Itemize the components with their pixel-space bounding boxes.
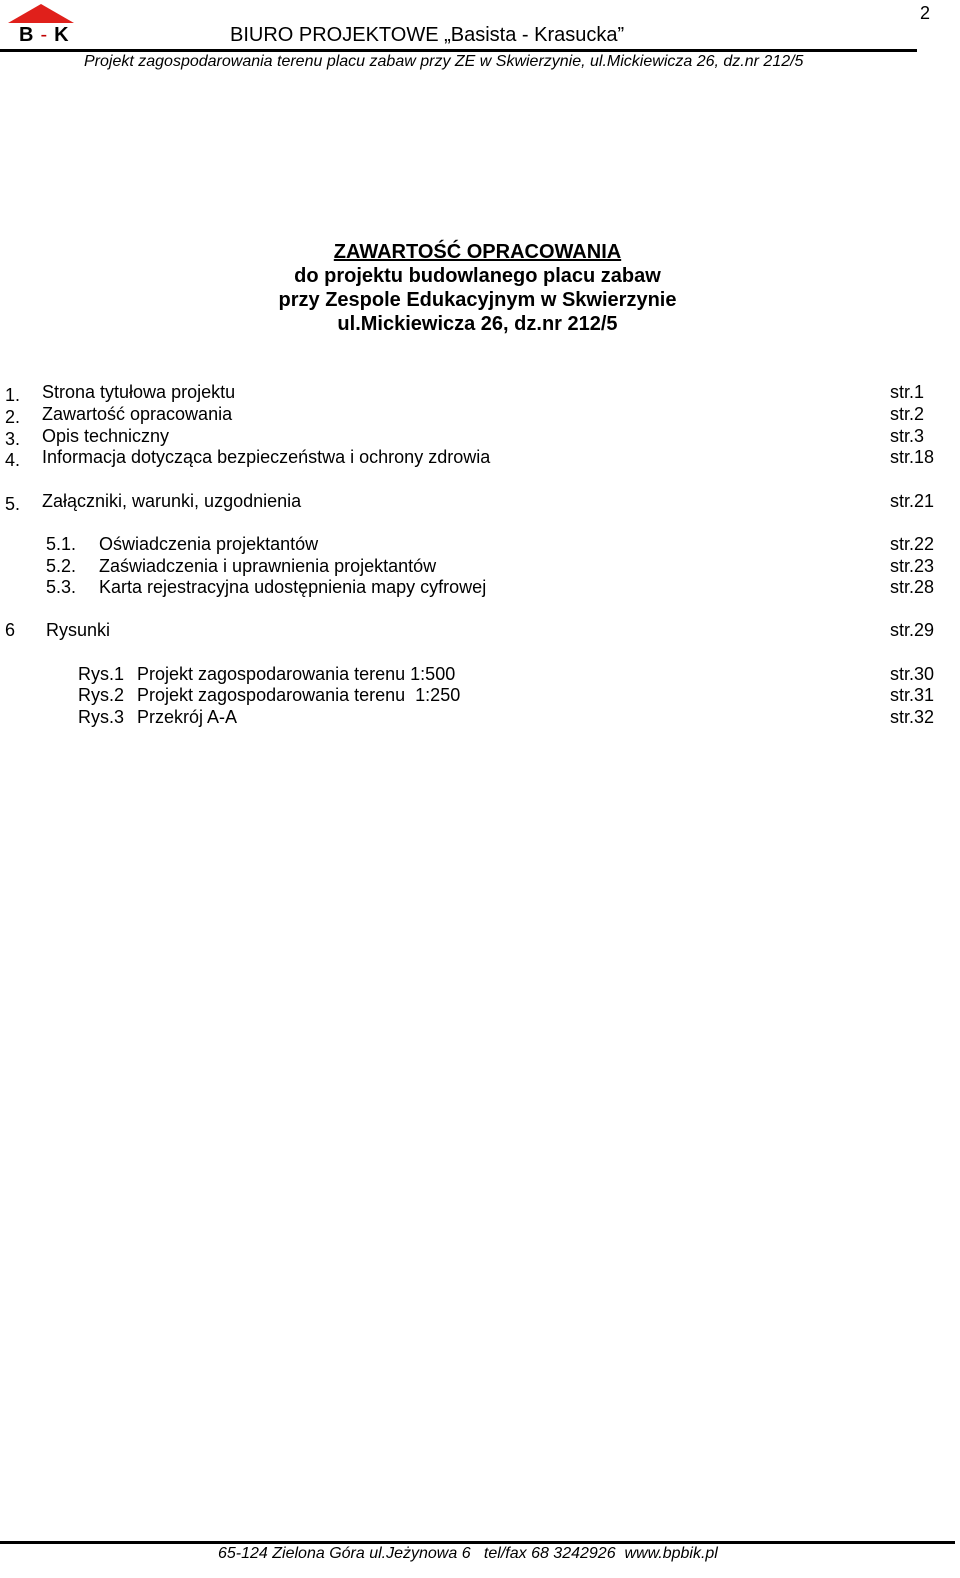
toc-item-label: Zawartość opracowania bbox=[42, 404, 233, 424]
toc-subitem-page: str.23 bbox=[890, 556, 935, 576]
header-divider bbox=[0, 49, 917, 52]
title-line-3: przy Zespole Edukacyjnym w Skwierzynie bbox=[278, 289, 677, 311]
footer-divider bbox=[0, 1541, 955, 1544]
project-line: Projekt zagospodarowania terenu placu zabaw przy ZE w Skwierzynie, ul.Mickiewicza 26, dz.nr 212/5 bbox=[84, 53, 804, 70]
toc-drawing-number: Rys.2 bbox=[78, 685, 125, 705]
toc-item-number: 1. bbox=[5, 385, 21, 405]
logo-letter-k: K bbox=[54, 24, 70, 46]
company-logo bbox=[19, 24, 70, 47]
toc-item-page: str.2 bbox=[890, 404, 925, 424]
toc-item-label: Informacja dotycząca bezpieczeństwa i ochrony zdrowia bbox=[42, 447, 491, 467]
toc-drawing-label: Projekt zagospodarowania terenu 1:500 bbox=[137, 664, 456, 684]
document-heading: ZAWARTOŚĆ OPRACOWANIA bbox=[333, 241, 622, 263]
toc-item-page: str.3 bbox=[890, 426, 925, 446]
toc-item-label: Załączniki, warunki, uzgodnienia bbox=[42, 491, 302, 511]
toc-item-number: 4. bbox=[5, 450, 21, 470]
toc-subitem-number: 5.3. bbox=[46, 577, 77, 597]
toc-subitem-label: Oświadczenia projektantów bbox=[99, 534, 319, 554]
title-line-2: do projektu budowlanego placu zabaw bbox=[294, 265, 661, 287]
toc-drawing-number: Rys.1 bbox=[78, 664, 125, 684]
toc-item-page: str.21 bbox=[890, 491, 935, 511]
toc-section-label: Rysunki bbox=[46, 620, 111, 640]
toc-item-number: 5. bbox=[5, 494, 21, 514]
toc-item-label: Opis techniczny bbox=[42, 426, 170, 446]
toc-subitem-label: Zaświadczenia i uprawnienia projektantów bbox=[99, 556, 437, 576]
toc-subitem-page: str.22 bbox=[890, 534, 935, 554]
title-line-4: ul.Mickiewicza 26, dz.nr 212/5 bbox=[337, 313, 618, 335]
page-number: 2 bbox=[920, 3, 931, 23]
logo-roof-icon bbox=[8, 4, 74, 24]
footer-contact: 65-124 Zielona Góra ul.Jeżynowa 6 tel/fax 68 3242926 www.bpbik.pl bbox=[218, 1545, 718, 1562]
toc-drawing-label: Projekt zagospodarowania terenu 1:250 bbox=[137, 685, 461, 705]
toc-drawing-page: str.31 bbox=[890, 685, 935, 705]
toc-item-page: str.1 bbox=[890, 382, 925, 402]
toc-item-page: str.18 bbox=[890, 447, 935, 467]
toc-drawing-page: str.30 bbox=[890, 664, 935, 684]
toc-drawing-number: Rys.3 bbox=[78, 707, 125, 727]
toc-section-number: 6 bbox=[5, 620, 16, 640]
toc-drawing-label: Przekrój A-A bbox=[137, 707, 238, 727]
logo-letter-b: B bbox=[19, 24, 35, 46]
toc-subitem-page: str.28 bbox=[890, 577, 935, 597]
toc-item-number: 2. bbox=[5, 407, 21, 427]
toc-subitem-number: 5.1. bbox=[46, 534, 77, 554]
toc-subitem-label: Karta rejestracyjna udostępnienia mapy cyfrowej bbox=[99, 577, 487, 597]
toc-drawing-page: str.32 bbox=[890, 707, 935, 727]
toc-subitem-number: 5.2. bbox=[46, 556, 77, 576]
logo-dash: - bbox=[40, 24, 49, 46]
document-title-block bbox=[0, 240, 955, 336]
office-name: BIURO PROJEKTOWE „Basista - Krasucka” bbox=[230, 24, 625, 46]
toc-section-page: str.29 bbox=[890, 620, 935, 640]
toc-item-number: 3. bbox=[5, 429, 21, 449]
toc-item-label: Strona tytułowa projektu bbox=[42, 382, 236, 402]
